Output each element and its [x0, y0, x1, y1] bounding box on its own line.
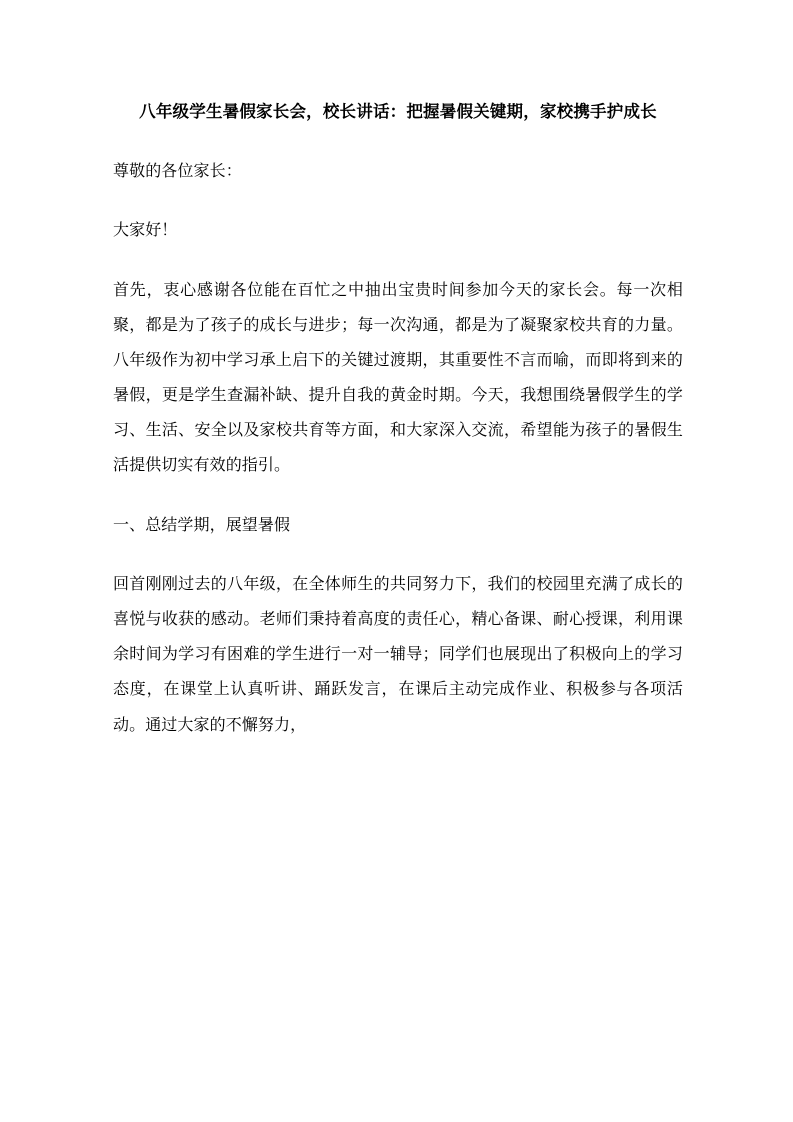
opening-paragraph: 首先，衷心感谢各位能在百忙之中抽出宝贵时间参加今天的家长会。每一次相聚，都是为了孩子的成长与进步；每一次沟通，都是为了凝聚家校共育的力量。八年级作为初中学习承上启下的关键过渡期，其重要性不言而喻，而即将到来的暑假，更是学生查漏补缺、提升自我的黄金时期。今天，我想围绕暑假学生的学习、生活、安全以及家校共育等方面，和大家深入交流，希望能为孩子的暑假生活提供切实有效的指引。 — [113, 281, 683, 475]
salutation-line: 尊敬的各位家长： — [113, 163, 242, 181]
section-1-paragraph: 回首刚刚过去的八年级，在全体师生的共同努力下，我们的校园里充满了成长的喜悦与收获的感动。老师们秉持着高度的责任心，精心备课、耐心授课，利用课余时间为学习有困难的学生进行一对一辅导；同学们也展现出了积极向上的学习态度，在课堂上认真听讲、踊跃发言，在课后主动完成作业、积极参与各项活动。通过大家的不懈努力， — [113, 575, 683, 734]
document-body — [113, 96, 683, 767]
page-title: 八年级学生暑假家长会，校长讲话：把握暑假关键期，家校携手护成长 — [139, 103, 657, 121]
greeting-line: 大家好！ — [113, 222, 178, 240]
section-heading-1: 一、总结学期，展望暑假 — [113, 516, 291, 534]
